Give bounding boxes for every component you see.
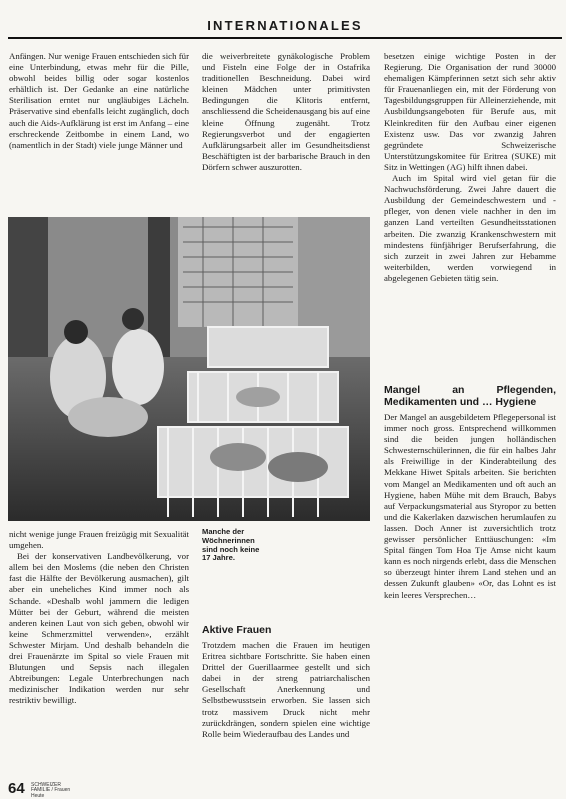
section-heading: Mangel an Pflegenden, Medikamenten und … Hygiene bbox=[384, 384, 556, 408]
column-2-top bbox=[202, 51, 370, 211]
article-paragraph: Der Mangel an ausgebildetem Pflegepersonal ist immer noch gross. Entsprechend willkommen sind die beiden jungen holländischen Schwesternschülerinnen, die für ein halbes Jahr als Freiwillige in der Kinderabteilung des Mekkane Hiwet Spitals arbeiten. Sie berichten vom Mangel an Medikamenten und oft auch an Hygiene, haben Mühe mit dem Brauch, Babys auf Verpackungsmaterial aus Styropor zu betten und die Kakerlaken dazwischen herumlaufen zu lassen. Doch Anner ist zuversichtlich trotz gewisser persönlicher Enttäuschungen: «Im Spital fängen Tom Hoa Tje Amse nicht kaum kann es noch nirgends erlebt, dass die Menschen so überzeugt hinter ihrem Land stehen und an dessen Zukunft glauben» «Or, das Lohnt es ist kein leeres Versprechen… bbox=[384, 412, 556, 600]
photo-caption: Manche der Wöchnerinnen sind noch keine 17 Jahre. bbox=[202, 527, 260, 563]
section-title: INTERNATIONALES bbox=[207, 18, 363, 33]
article-paragraph: Trotzdem machen die Frauen im heutigen Eritrea sichtbare Fortschritte. Sie haben einen Drittel der Guerillaarmee gestellt und sich dabei in der streng patriarchalischen Gesellschaft Anerkennung und Selbstbewusstsein erworben. Sie lassen sich trotz massivem Druck nicht mehr zurückdrängen, sondern spielen eine wichtige Rolle beim Wiederaufbau des Landes und bbox=[202, 640, 370, 739]
column-1-top bbox=[9, 51, 189, 211]
column-3-top bbox=[384, 51, 556, 356]
column-1-bottom bbox=[9, 529, 189, 779]
column-3-bottom bbox=[384, 384, 556, 684]
article-paragraph: Anfängen. Nur wenige Frauen entschieden sich für eine Unterbindung, etwas mehr für die Pille, obwohl beides billig oder sogar kostenlos erhältlich ist. Der Gedanke an eine natürliche Sterilisation erntet nur ungläubiges Lächeln. Präservative sind ebenfalls leicht zugänglich, doch auch die Aids-Aufklärung ist erst im Anfang – eine erschreckende Zeitbombe in einem Land, wo (namentlich in der Stadt) viele junge Männer und bbox=[9, 51, 189, 150]
page-header bbox=[8, 0, 562, 40]
article-paragraph: die weiverbreitete gynäkologische Problem und Fisteln eine Folge der in Ostafrika traditionellen Beschneidung. Dabei wird kleinen Mädchen unter primitivsten Bedingungen die Klitoris entfernt, anschliessend die Scheidenausgang bis auf eine kleine Öffnung zugenäht. Trotz Regierungsverbot und der engagierten Aufklärungsarbeit aller im Gesundheitsdienst Beschäftigten ist der barbarische Brauch in den Dörfern schwer auszurotten. bbox=[202, 51, 370, 172]
article-paragraph: besetzen einige wichtige Posten in der Regierung. Die Organisation der rund 30000 ehemaligen Kämpferinnen setzt sich sehr aktiv für Frauenanliegen ein, mit der Förderung von Tagesbildungsgruppen für Alleinerziehende, mit Ausbildungsangeboten für Berufe aus, mit Kleinkrediten für den Aufbau einer eigenen Existenz usw. Das vor zwanzig Jahren gegründete Schweizerische Unterstützungskomitee für Eritrea (SUKE) mit Sitz in Wettingen (AG) hilft ihnen dabei. bbox=[384, 51, 556, 172]
publication-name: SCHWEIZER FAMILIE / Frauen Heute bbox=[31, 782, 71, 799]
page-footer bbox=[8, 780, 71, 799]
photo-image bbox=[8, 217, 370, 521]
header-rule bbox=[8, 37, 562, 39]
section-heading: Aktive Frauen bbox=[202, 624, 272, 636]
article-paragraph: nicht wenige junge Frauen freizügig mit Sexualität umgehen. bbox=[9, 529, 189, 551]
article-paragraph: Auch im Spital wird viel getan für die Nachwuchsförderung. Zwei Jahre dauert die Ausbildung der Gemeindeschwestern und -pfleger, von denen viele nachher in den im ganzen Land verteilten Gesundheitsstationen arbeiten. Die zwanzig Krankenschwestern mit mindestens fünfjähriger Berufserfahrung, die sich zurzeit in zwei Jahren zur Hebamme weiterbilden, werden vorwiegend in abgelegenen Gebieten tätig sein. bbox=[384, 173, 556, 283]
column-2-bottom bbox=[202, 624, 370, 789]
page-number: 64 bbox=[8, 780, 25, 797]
article-paragraph: Bei der konservativen Landbevölkerung, vor allem bei den Moslems (die neben den Christen fast die Hälfte der Bevölkerung ausmachen), gilt aber ein uneheliches Kind immer noch als Schande. «Deshalb wohl jammern die ledigen Mütter bei der Geburt, während die meisten anderen keinen Laut von sich geben, obwohl wir keine Schmerzmittel verwenden», erzählt Schwester Mirjam. Und deshalb behandeln die drei Frauenärzte im Spital so viele Frauen mit Blutungen und Sepsis nach illegalen Abtreibungen: Legale Unterbrechungen nach medizinischer Indikation werden nur sehr restriktiv bewilligt. bbox=[9, 551, 189, 706]
hospital-photo bbox=[8, 217, 370, 521]
